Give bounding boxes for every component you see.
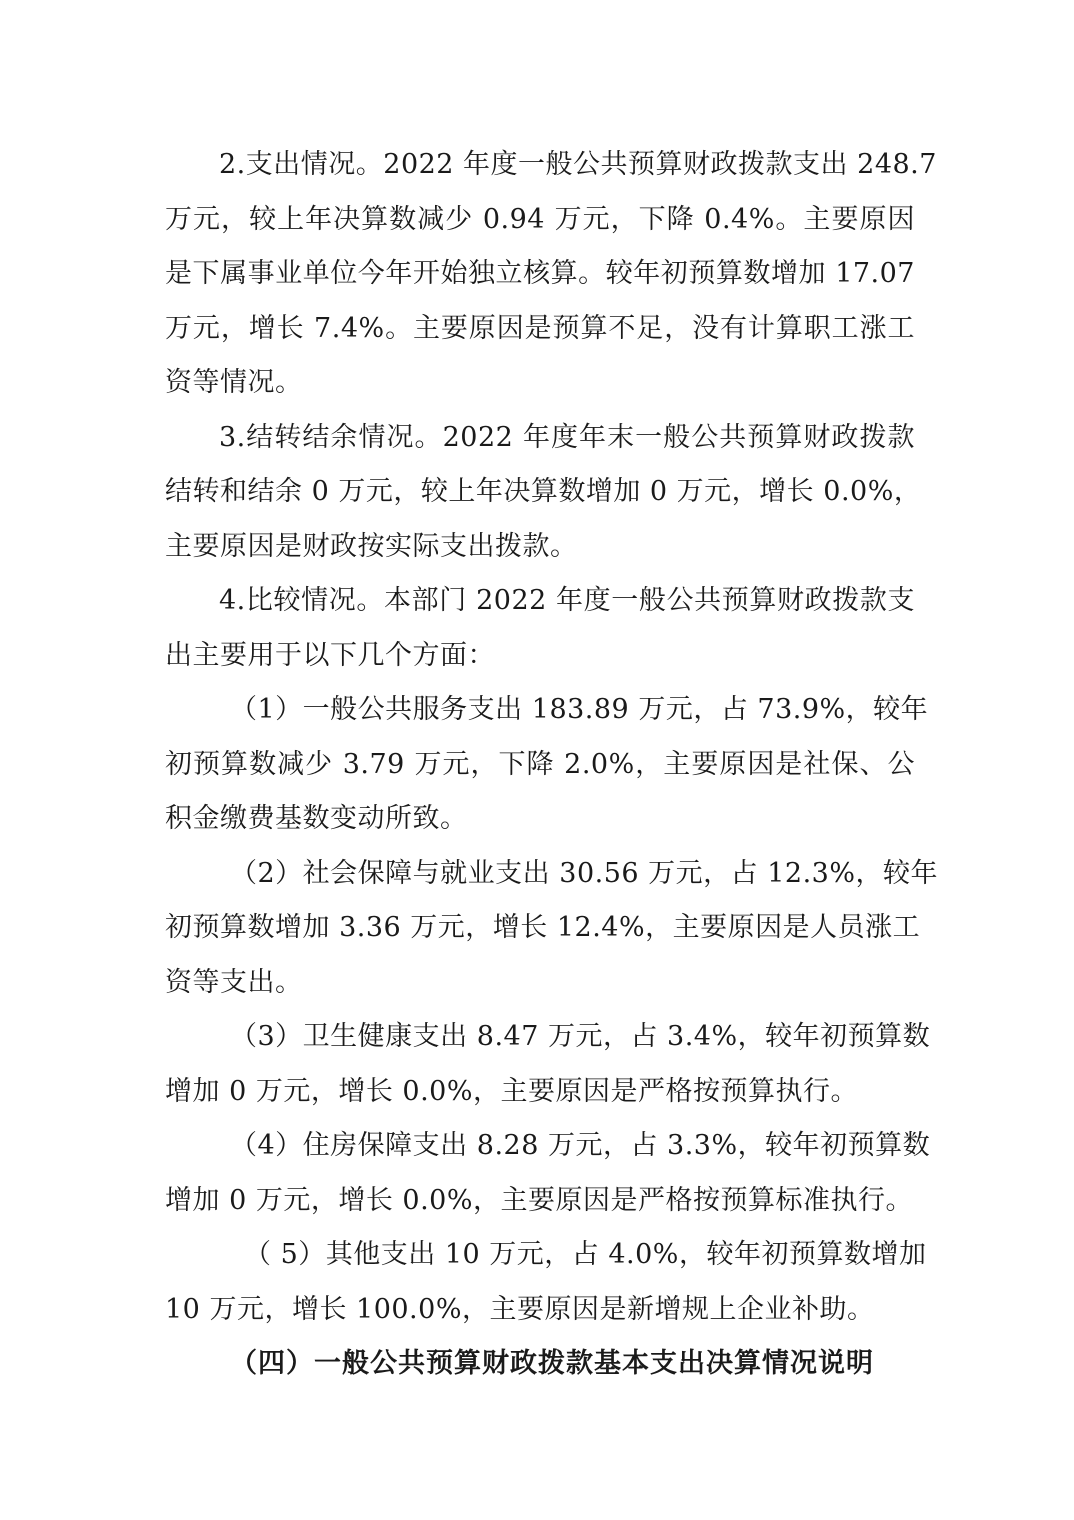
text-line: （1）一般公共服务支出 183.89 万元，占 73.9%，较年: [230, 694, 929, 725]
text-line: 是下属事业单位今年开始独立核算。较年初预算数增加 17.07: [165, 258, 915, 289]
text-line: 资等支出。: [165, 967, 303, 998]
text-line: 积金缴费基数变动所致。: [165, 803, 468, 834]
text-line: 3.结转结余情况。2022 年度年末一般公共预算财政拨款: [219, 422, 915, 453]
text-line: 万元，较上年决算数减少 0.94 万元，下降 0.4%。主要原因: [165, 204, 915, 235]
text-line: 资等情况。: [165, 367, 303, 398]
text-line: 初预算数增加 3.36 万元，增长 12.4%，主要原因是人员涨工: [165, 912, 921, 943]
text-line: 10 万元，增长 100.0%，主要原因是新增规上企业补助。: [165, 1294, 875, 1325]
text-line: 4.比较情况。本部门 2022 年度一般公共预算财政拨款支: [219, 585, 915, 616]
text-line: （3）卫生健康支出 8.47 万元，占 3.4%，较年初预算数: [230, 1021, 931, 1052]
text-line: （4）住房保障支出 8.28 万元，占 3.3%，较年初预算数: [230, 1130, 931, 1161]
text-line: 2.支出情况。2022 年度一般公共预算财政拨款支出 248.7: [219, 149, 937, 180]
text-line: （2）社会保障与就业支出 30.56 万元，占 12.3%，较年: [230, 858, 938, 889]
text-line: 增加 0 万元，增长 0.0%，主要原因是严格按预算执行。: [165, 1076, 859, 1107]
text-line: 主要原因是财政按实际支出拨款。: [165, 531, 578, 562]
text-line: 增加 0 万元，增长 0.0%，主要原因是严格按预算标准执行。: [165, 1185, 914, 1216]
text-line: （ 5）其他支出 10 万元，占 4.0%，较年初预算数增加: [244, 1239, 927, 1270]
section-heading: （四）一般公共预算财政拨款基本支出决算情况说明: [230, 1348, 874, 1379]
text-line: 结转和结余 0 万元，较上年决算数增加 0 万元，增长 0.0%，: [165, 476, 922, 507]
text-line: 初预算数减少 3.79 万元，下降 2.0%，主要原因是社保、公: [165, 749, 915, 780]
text-line: 万元，增长 7.4%。主要原因是预算不足，没有计算职工涨工: [165, 313, 915, 344]
text-line: 出主要用于以下几个方面：: [165, 640, 495, 671]
